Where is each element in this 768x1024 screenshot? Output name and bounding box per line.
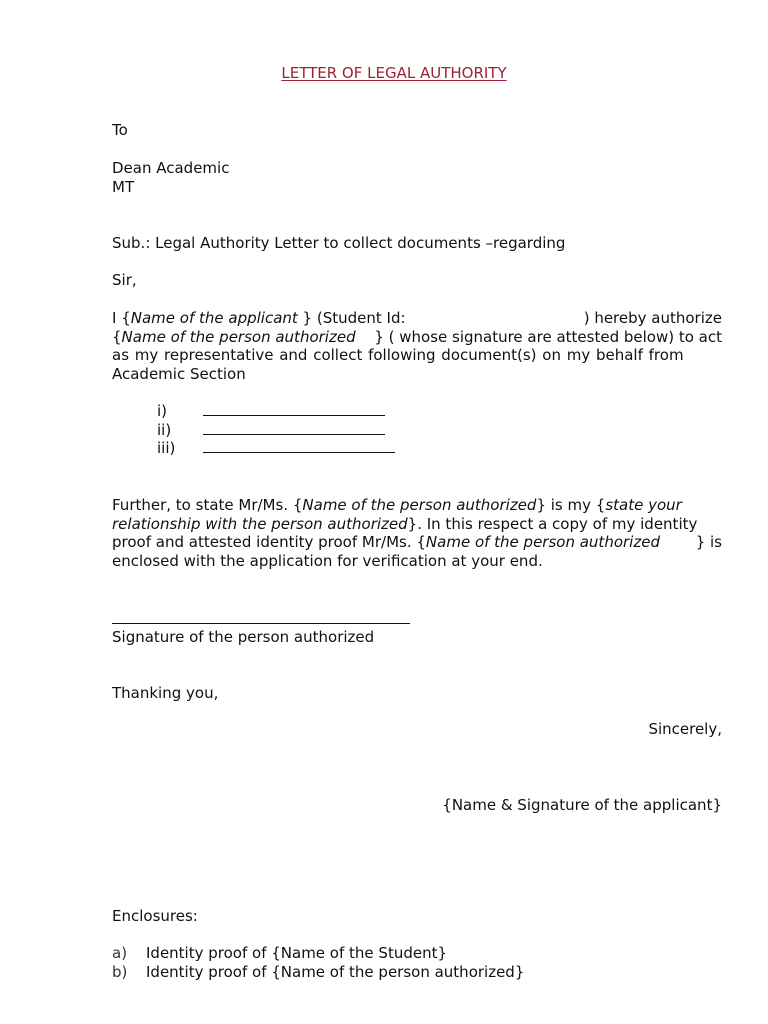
relationship-placeholder: relationship with the person authorized — [112, 514, 408, 533]
signature-line — [112, 623, 410, 624]
enclosure-text: Identity proof of {Name of the Student} — [146, 944, 448, 962]
document-list-item — [157, 421, 385, 439]
relationship-line-2 — [112, 515, 722, 534]
relationship-line-4: enclosed with the application for verification at your end. — [112, 551, 543, 570]
closing: Sincerely, — [648, 720, 722, 738]
list-numeral: iii) — [157, 439, 176, 457]
enclosure-letter: a) — [112, 944, 128, 962]
text-fragment: as my representative and collect following document(s) on my behalf from — [112, 346, 684, 364]
enclosure-item — [112, 963, 524, 981]
document-blank-line — [203, 402, 385, 416]
authorized-person-placeholder: Name of the person authorized — [121, 327, 356, 346]
to-label: To — [112, 121, 128, 139]
authorization-line-4: Academic Section — [112, 364, 246, 383]
applicant-signature-placeholder: {Name & Signature of the applicant} — [442, 796, 722, 814]
list-numeral: i) — [157, 402, 168, 420]
authorization-line-3 — [112, 346, 722, 365]
relationship-placeholder: state your — [605, 496, 682, 514]
text-fragment: ) hereby authorize — [583, 309, 722, 327]
relationship-line-3 — [112, 533, 722, 552]
authorized-person-placeholder: Name of the person authorized — [302, 496, 537, 514]
authorized-person-placeholder: Name of the person authorized — [425, 533, 660, 551]
text-fragment: { — [112, 327, 122, 346]
document-blank-line — [203, 439, 395, 453]
applicant-name-placeholder: Name of the applicant — [130, 309, 298, 327]
signature-label: Signature of the person authorized — [112, 628, 375, 646]
enclosures-heading: Enclosures: — [112, 907, 198, 925]
document-list-item — [157, 439, 395, 457]
authorization-line-2 — [112, 328, 722, 347]
authorization-paragraph — [112, 309, 722, 383]
text-fragment: } ( whose signature are attested below) to act — [374, 327, 722, 346]
text-fragment: Further, to state Mr/Ms. { — [112, 496, 303, 514]
text-fragment: }. In this respect a copy of my identity — [407, 514, 698, 533]
recipient-line-1: Dean Academic — [112, 159, 230, 177]
text-fragment: proof and attested identity proof Mr/Ms. { — [112, 533, 426, 551]
subject-line: Sub.: Legal Authority Letter to collect documents –regarding — [112, 234, 566, 252]
authorization-line-1 — [112, 309, 722, 328]
letter-title: LETTER OF LEGAL AUTHORITY — [281, 64, 507, 82]
enclosure-text: Identity proof of {Name of the person authorized} — [146, 963, 525, 981]
recipient-line-2: MT — [112, 178, 135, 196]
text-fragment: I { — [112, 309, 131, 327]
enclosure-item — [112, 944, 447, 962]
relationship-paragraph — [112, 496, 722, 570]
text-fragment: } is — [695, 533, 722, 551]
list-numeral: ii) — [157, 421, 172, 439]
student-id-label: } (Student Id: — [297, 309, 406, 327]
document-list-item — [157, 402, 385, 420]
thanks-line: Thanking you, — [112, 684, 219, 702]
enclosure-letter: b) — [112, 963, 128, 981]
text-fragment: } is my { — [536, 496, 606, 514]
relationship-line-1 — [112, 496, 722, 515]
salutation: Sir, — [112, 271, 137, 289]
document-blank-line — [203, 421, 385, 435]
